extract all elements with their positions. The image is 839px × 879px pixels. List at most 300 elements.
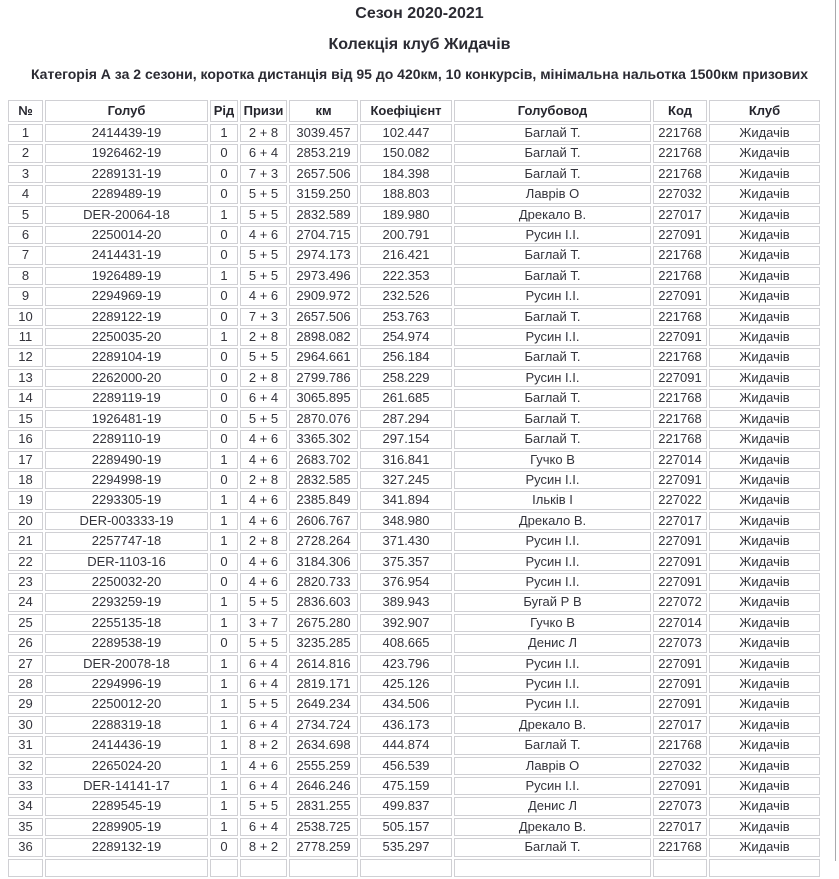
table-cell: 221768 — [653, 430, 707, 448]
table-cell: 1 — [210, 451, 238, 469]
table-cell: 1 — [210, 328, 238, 346]
table-cell: DER-14141-17 — [45, 777, 208, 795]
table-cell: Жидачів — [709, 348, 820, 366]
table-cell: Баглай Т. — [454, 838, 651, 856]
table-cell: 227091 — [653, 471, 707, 489]
table-cell: 3184.306 — [289, 553, 358, 571]
table-cell: 2649.234 — [289, 695, 358, 713]
table-cell: 0 — [210, 838, 238, 856]
table-cell: 19 — [8, 491, 43, 509]
table-cell: 5 + 5 — [240, 410, 287, 428]
table-cell: 0 — [210, 573, 238, 591]
table-row — [8, 512, 820, 530]
table-cell: 1 — [210, 655, 238, 673]
table-cell: 7 + 3 — [240, 308, 287, 326]
table-cell: 1 — [210, 818, 238, 836]
table-cell — [360, 859, 452, 877]
table-cell: 2778.259 — [289, 838, 358, 856]
table-cell: 4 + 6 — [240, 512, 287, 530]
table-cell: 26 — [8, 634, 43, 652]
table-cell: Жидачів — [709, 757, 820, 775]
table-cell: 2734.724 — [289, 716, 358, 734]
table-cell: 2289489-19 — [45, 185, 208, 203]
table-cell: 2683.702 — [289, 451, 358, 469]
table-row — [8, 471, 820, 489]
table-cell: 2 — [8, 144, 43, 162]
table-cell: 2728.264 — [289, 532, 358, 550]
table-cell: 475.159 — [360, 777, 452, 795]
table-cell: 2853.219 — [289, 144, 358, 162]
table-cell: 227017 — [653, 206, 707, 224]
table-cell: Жидачів — [709, 124, 820, 142]
table-cell: 5 + 5 — [240, 185, 287, 203]
column-header: Голуб — [45, 100, 208, 122]
table-cell: Дрекало В. — [454, 206, 651, 224]
table-cell: 221768 — [653, 267, 707, 285]
table-cell: 3159.250 — [289, 185, 358, 203]
table-row — [8, 614, 820, 632]
table-cell: 2288319-18 — [45, 716, 208, 734]
table-cell: Русин І.І. — [454, 328, 651, 346]
table-cell: 227022 — [653, 491, 707, 509]
table-cell: 1 — [210, 267, 238, 285]
table-cell: 2289131-19 — [45, 165, 208, 183]
table-cell: 2250032-20 — [45, 573, 208, 591]
table-cell: 0 — [210, 287, 238, 305]
table-cell: Жидачів — [709, 532, 820, 550]
column-header: Клуб — [709, 100, 820, 122]
table-cell: 1 — [210, 532, 238, 550]
table-cell: DER-1103-16 — [45, 553, 208, 571]
table-cell: 6 + 4 — [240, 655, 287, 673]
table-cell: 2294998-19 — [45, 471, 208, 489]
table-cell: Жидачів — [709, 634, 820, 652]
table-cell: 5 + 5 — [240, 267, 287, 285]
table-cell: 535.297 — [360, 838, 452, 856]
table-cell: 2634.698 — [289, 736, 358, 754]
table-cell: 287.294 — [360, 410, 452, 428]
table-cell: 0 — [210, 348, 238, 366]
table-cell: 2820.733 — [289, 573, 358, 591]
table-cell: 4 + 6 — [240, 553, 287, 571]
table-cell: 2 + 8 — [240, 532, 287, 550]
table-cell: 2 + 8 — [240, 471, 287, 489]
table-cell: 4 + 6 — [240, 573, 287, 591]
table-cell: Русин І.І. — [454, 777, 651, 795]
table-cell: 16 — [8, 430, 43, 448]
table-cell: 36 — [8, 838, 43, 856]
table-cell: Жидачів — [709, 471, 820, 489]
table-cell: Баглай Т. — [454, 124, 651, 142]
vertical-divider — [835, 0, 836, 861]
table-cell: 6 + 4 — [240, 675, 287, 693]
table-cell: Русин І.І. — [454, 226, 651, 244]
table-cell: Жидачів — [709, 328, 820, 346]
table-cell: 22 — [8, 553, 43, 571]
table-row — [8, 287, 820, 305]
table-cell: Лаврів О — [454, 185, 651, 203]
table-row — [8, 410, 820, 428]
table-cell: Жидачів — [709, 736, 820, 754]
table-cell: Жидачів — [709, 818, 820, 836]
table-cell: 28 — [8, 675, 43, 693]
table-cell: 227091 — [653, 532, 707, 550]
table-row — [8, 838, 820, 856]
table-cell: 2289122-19 — [45, 308, 208, 326]
table-cell: 32 — [8, 757, 43, 775]
table-row — [8, 328, 820, 346]
table-cell: 30 — [8, 716, 43, 734]
table-cell: 102.447 — [360, 124, 452, 142]
table-cell: 227073 — [653, 797, 707, 815]
table-cell: Жидачів — [709, 389, 820, 407]
table-cell: 8 — [8, 267, 43, 285]
table-cell: 5 + 5 — [240, 634, 287, 652]
table-cell: 221768 — [653, 308, 707, 326]
table-cell — [289, 859, 358, 877]
table-cell: 227017 — [653, 512, 707, 530]
table-cell: Баглай Т. — [454, 410, 651, 428]
table-cell: 2289545-19 — [45, 797, 208, 815]
table-cell: Дрекало В. — [454, 716, 651, 734]
table-cell: Денис Л — [454, 634, 651, 652]
table-cell: Жидачів — [709, 573, 820, 591]
table-cell: 3235.285 — [289, 634, 358, 652]
table-cell: 348.980 — [360, 512, 452, 530]
table-cell: Жидачів — [709, 287, 820, 305]
table-cell: 10 — [8, 308, 43, 326]
table-cell: Баглай Т. — [454, 267, 651, 285]
table-cell: 408.665 — [360, 634, 452, 652]
table-cell: 389.943 — [360, 593, 452, 611]
table-cell: 221768 — [653, 736, 707, 754]
table-cell: 2289538-19 — [45, 634, 208, 652]
table-cell: 425.126 — [360, 675, 452, 693]
table-cell: 0 — [210, 185, 238, 203]
table-cell: Жидачів — [709, 308, 820, 326]
table-cell: 35 — [8, 818, 43, 836]
table-cell: 499.837 — [360, 797, 452, 815]
table-cell: 2255135-18 — [45, 614, 208, 632]
table-cell: 6 + 4 — [240, 777, 287, 795]
table-cell: 2646.246 — [289, 777, 358, 795]
table-row — [8, 655, 820, 673]
table-cell: Гучко В — [454, 451, 651, 469]
table-cell: 2262000-20 — [45, 369, 208, 387]
table-cell: 2832.589 — [289, 206, 358, 224]
table-cell: DER-003333-19 — [45, 512, 208, 530]
table-row — [8, 206, 820, 224]
table-cell: 4 + 6 — [240, 491, 287, 509]
table-cell: 3 — [8, 165, 43, 183]
table-cell: 2606.767 — [289, 512, 358, 530]
table-cell: Жидачів — [709, 369, 820, 387]
table-cell: Баглай Т. — [454, 736, 651, 754]
table-cell: 0 — [210, 165, 238, 183]
table-cell: Баглай Т. — [454, 389, 651, 407]
table-cell: 0 — [210, 144, 238, 162]
table-cell: Ільків І — [454, 491, 651, 509]
table-cell: Жидачів — [709, 695, 820, 713]
table-cell: 227091 — [653, 655, 707, 673]
table-cell: Лаврів О — [454, 757, 651, 775]
table-cell: 227091 — [653, 675, 707, 693]
table-cell: Баглай Т. — [454, 144, 651, 162]
table-cell: Жидачів — [709, 716, 820, 734]
table-cell: 2289905-19 — [45, 818, 208, 836]
season-title: Сезон 2020-2021 — [355, 5, 484, 22]
table-row — [8, 226, 820, 244]
table-cell: Баглай Т. — [454, 165, 651, 183]
table-cell: 0 — [210, 246, 238, 264]
table-cell: Жидачів — [709, 797, 820, 815]
table-cell: 2836.603 — [289, 593, 358, 611]
table-cell: 6 + 4 — [240, 818, 287, 836]
table-cell: Жидачів — [709, 165, 820, 183]
table-cell: 227091 — [653, 573, 707, 591]
table-cell: 18 — [8, 471, 43, 489]
table-cell: 4 + 6 — [240, 430, 287, 448]
table-cell: Жидачів — [709, 206, 820, 224]
table-cell: 7 + 3 — [240, 165, 287, 183]
table-cell: 7 — [8, 246, 43, 264]
table-cell: Жидачів — [709, 655, 820, 673]
table-cell: 227014 — [653, 614, 707, 632]
table-cell: 1 — [210, 124, 238, 142]
table-cell: 5 + 5 — [240, 797, 287, 815]
table-cell: 505.157 — [360, 818, 452, 836]
table-cell: 4 + 6 — [240, 451, 287, 469]
table-cell: 14 — [8, 389, 43, 407]
table-cell: 5 — [8, 206, 43, 224]
table-cell — [210, 859, 238, 877]
table-row — [8, 553, 820, 571]
table-cell: 2293305-19 — [45, 491, 208, 509]
table-cell: 227073 — [653, 634, 707, 652]
table-cell: 1926489-19 — [45, 267, 208, 285]
table-cell: Жидачів — [709, 614, 820, 632]
table-cell: 25 — [8, 614, 43, 632]
table-cell: 5 + 5 — [240, 593, 287, 611]
table-cell: 2538.725 — [289, 818, 358, 836]
table-cell: 6 — [8, 226, 43, 244]
table-cell: Жидачів — [709, 553, 820, 571]
table-cell: 9 — [8, 287, 43, 305]
table-cell: 216.421 — [360, 246, 452, 264]
table-cell: 33 — [8, 777, 43, 795]
table-cell: Русин І.І. — [454, 695, 651, 713]
table-cell: 23 — [8, 573, 43, 591]
table-cell: 2294996-19 — [45, 675, 208, 693]
table-cell: 227091 — [653, 287, 707, 305]
table-row — [8, 532, 820, 550]
table-row — [8, 267, 820, 285]
table-cell: 227091 — [653, 369, 707, 387]
table-cell: 227014 — [653, 451, 707, 469]
table-cell: 2250014-20 — [45, 226, 208, 244]
table-cell: Жидачів — [709, 430, 820, 448]
table-cell: 6 + 4 — [240, 716, 287, 734]
table-cell: 227091 — [653, 328, 707, 346]
table-cell: 0 — [210, 553, 238, 571]
table-cell: 221768 — [653, 348, 707, 366]
table-cell: 0 — [210, 389, 238, 407]
table-cell: 2250012-20 — [45, 695, 208, 713]
table-cell: 0 — [210, 430, 238, 448]
table-cell: Жидачів — [709, 246, 820, 264]
table-cell: 2385.849 — [289, 491, 358, 509]
table-cell: Баглай Т. — [454, 430, 651, 448]
table-cell: 2974.173 — [289, 246, 358, 264]
table-cell: 2964.661 — [289, 348, 358, 366]
table-cell: 4 + 6 — [240, 287, 287, 305]
table-cell: Русин І.І. — [454, 573, 651, 591]
table-cell — [709, 859, 820, 877]
table-cell: 2898.082 — [289, 328, 358, 346]
table-row — [8, 797, 820, 815]
table-cell: 2257747-18 — [45, 532, 208, 550]
table-cell: 371.430 — [360, 532, 452, 550]
table-cell: 4 + 6 — [240, 757, 287, 775]
table-cell: 341.894 — [360, 491, 452, 509]
table-row — [8, 777, 820, 795]
table-cell: Баглай Т. — [454, 246, 651, 264]
table-cell: 17 — [8, 451, 43, 469]
table-cell — [8, 859, 43, 877]
table-cell: 221768 — [653, 165, 707, 183]
table-cell: 2265024-20 — [45, 757, 208, 775]
table-cell: 8 + 2 — [240, 736, 287, 754]
table-cell: 13 — [8, 369, 43, 387]
table-cell: 15 — [8, 410, 43, 428]
table-cell: 0 — [210, 369, 238, 387]
table-row — [8, 695, 820, 713]
table-cell: 29 — [8, 695, 43, 713]
table-cell: 253.763 — [360, 308, 452, 326]
table-cell: Жидачів — [709, 512, 820, 530]
table-cell: 184.398 — [360, 165, 452, 183]
table-cell — [454, 859, 651, 877]
table-cell: Жидачів — [709, 144, 820, 162]
table-cell: Русин І.І. — [454, 553, 651, 571]
table-cell: Дрекало В. — [454, 818, 651, 836]
table-cell: 2250035-20 — [45, 328, 208, 346]
table-cell: 434.506 — [360, 695, 452, 713]
table-cell: 2289104-19 — [45, 348, 208, 366]
table-cell: 227072 — [653, 593, 707, 611]
table-cell: Баглай Т. — [454, 308, 651, 326]
table-cell: 24 — [8, 593, 43, 611]
table-cell: 221768 — [653, 124, 707, 142]
table-cell: 2657.506 — [289, 308, 358, 326]
table-cell: 1 — [210, 593, 238, 611]
table-cell: 376.954 — [360, 573, 452, 591]
table-cell: Русин І.І. — [454, 675, 651, 693]
table-cell: 221768 — [653, 410, 707, 428]
table-cell: 5 + 5 — [240, 695, 287, 713]
table-cell: 12 — [8, 348, 43, 366]
table-cell: 2414439-19 — [45, 124, 208, 142]
table-cell: Баглай Т. — [454, 348, 651, 366]
table-cell: 227032 — [653, 757, 707, 775]
table-cell: Дрекало В. — [454, 512, 651, 530]
table-cell: 227091 — [653, 777, 707, 795]
table-cell: 2831.255 — [289, 797, 358, 815]
table-row — [8, 144, 820, 162]
table-cell: 2 + 8 — [240, 124, 287, 142]
table-cell: 2293259-19 — [45, 593, 208, 611]
table-cell: 2832.585 — [289, 471, 358, 489]
table-cell: 1926462-19 — [45, 144, 208, 162]
table-cell: Русин І.І. — [454, 655, 651, 673]
table-row — [8, 369, 820, 387]
table-cell: Русин І.І. — [454, 471, 651, 489]
table-cell: Жидачів — [709, 451, 820, 469]
table-cell: 21 — [8, 532, 43, 550]
table-cell: 1 — [210, 736, 238, 754]
table-cell: 0 — [210, 471, 238, 489]
table-cell: 227032 — [653, 185, 707, 203]
table-cell: 1 — [210, 797, 238, 815]
column-header: Рід — [210, 100, 238, 122]
table-cell: 227017 — [653, 716, 707, 734]
table-cell: 3365.302 — [289, 430, 358, 448]
table-cell: 436.173 — [360, 716, 452, 734]
collection-title: Колекція клуб Жидачів — [328, 36, 511, 53]
table-header-row — [8, 100, 820, 122]
table-cell: 1 — [210, 757, 238, 775]
category-description: Категорія А за 2 сезони, коротка дистанція від 95 до 420км, 10 конкурсів, мінімальна нальотка 1500км призових — [30, 66, 809, 82]
table-cell: 232.526 — [360, 287, 452, 305]
column-header: Код — [653, 100, 707, 122]
table-cell: 3039.457 — [289, 124, 358, 142]
table-cell: 4 + 6 — [240, 226, 287, 244]
table-cell: 444.874 — [360, 736, 452, 754]
table-row — [8, 634, 820, 652]
table-cell — [653, 859, 707, 877]
table-cell: 5 + 5 — [240, 206, 287, 224]
table-cell: Денис Л — [454, 797, 651, 815]
table-cell: Жидачів — [709, 410, 820, 428]
table-cell: 0 — [210, 410, 238, 428]
table-row — [8, 185, 820, 203]
table-cell: Жидачів — [709, 226, 820, 244]
column-header: км — [289, 100, 358, 122]
table-cell: 4 — [8, 185, 43, 203]
table-cell: 3065.895 — [289, 389, 358, 407]
table-cell: 456.539 — [360, 757, 452, 775]
table-cell: 2614.816 — [289, 655, 358, 673]
table-cell: 2289490-19 — [45, 451, 208, 469]
table-cell: 2819.171 — [289, 675, 358, 693]
table-cell: 150.082 — [360, 144, 452, 162]
table-cell: 258.229 — [360, 369, 452, 387]
table-cell: 2414431-19 — [45, 246, 208, 264]
table-cell: 0 — [210, 226, 238, 244]
table-row — [8, 491, 820, 509]
pigeon-results-table — [6, 98, 822, 879]
table-cell: 6 + 4 — [240, 144, 287, 162]
table-cell: 261.685 — [360, 389, 452, 407]
table-row — [8, 165, 820, 183]
table-cell: 1 — [210, 675, 238, 693]
table-cell: 188.803 — [360, 185, 452, 203]
table-cell: 221768 — [653, 838, 707, 856]
table-cell: 227091 — [653, 226, 707, 244]
table-row-partial — [8, 859, 820, 877]
table-cell: 227091 — [653, 695, 707, 713]
table-cell: 8 + 2 — [240, 838, 287, 856]
